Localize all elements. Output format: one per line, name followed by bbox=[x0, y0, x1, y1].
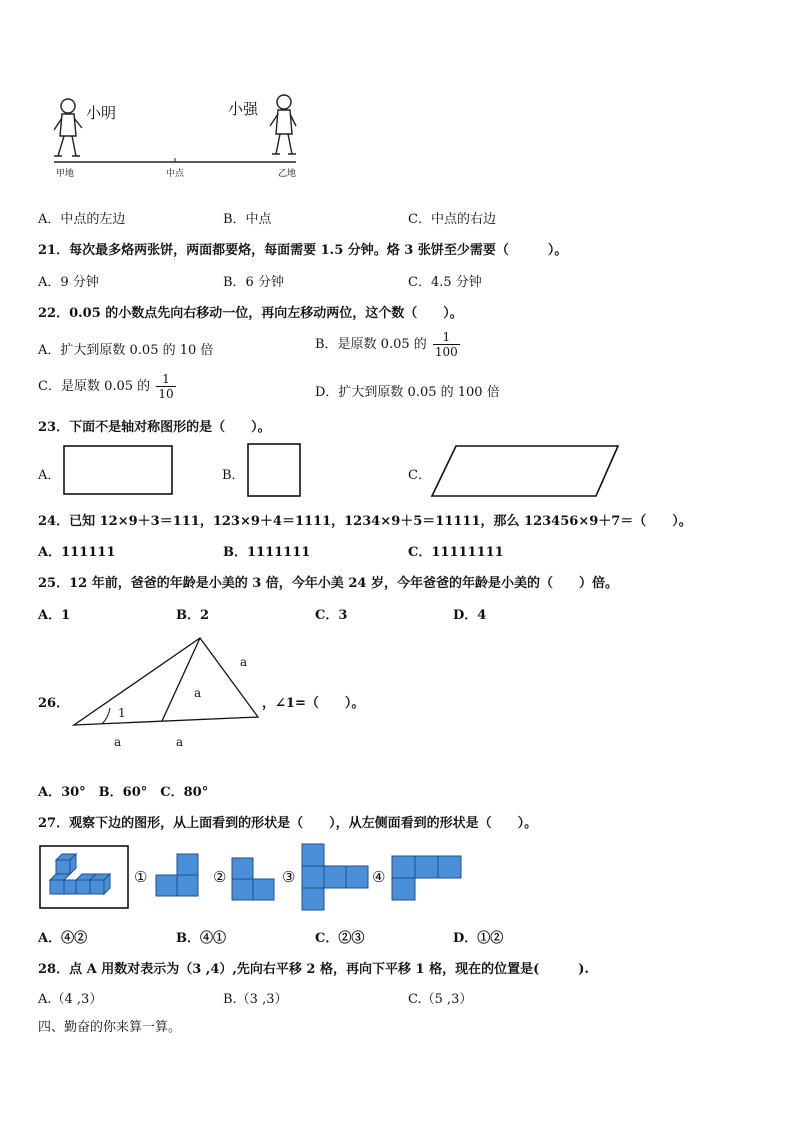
q26-base-a-right: a bbox=[176, 735, 184, 749]
q26-question-tail: ，∠1=（ ）。 bbox=[262, 696, 365, 711]
q27-mark-2: ② bbox=[213, 868, 227, 886]
q23-label-c: C． bbox=[408, 468, 431, 483]
q27-text: 27．观察下边的图形，从上面看到的形状是（ ），从左侧面看到的形状是（ ）。 bbox=[38, 816, 538, 831]
left-point: 甲地 bbox=[56, 169, 75, 179]
q27-option-b: B．④① bbox=[176, 931, 226, 946]
q27-mark-3: ③ bbox=[282, 868, 296, 886]
q22-option-c bbox=[38, 372, 178, 401]
q23-label-b: B． bbox=[222, 468, 245, 483]
q25-option-c: C．3 bbox=[315, 608, 348, 623]
q24-option-b: B．1111111 bbox=[223, 545, 311, 560]
q27-option-d: D．①② bbox=[453, 931, 504, 946]
q22-text: 22．0.05 的小数点先向右移动一位，再向左移动两位，这个数（ ）。 bbox=[38, 306, 463, 321]
q25-option-d: D．4 bbox=[453, 608, 487, 623]
q26-number: 26． bbox=[38, 696, 70, 711]
q22-b-denominator: 100 bbox=[434, 345, 458, 359]
q20-option-a: A．中点的左边 bbox=[38, 212, 126, 227]
q23-square bbox=[248, 444, 300, 496]
q22-b-numerator: 1 bbox=[433, 330, 460, 345]
mid-point: 中点 bbox=[166, 169, 185, 179]
q21-option-b: B．6 分钟 bbox=[223, 275, 284, 290]
q26-side-a-inner: a bbox=[194, 686, 202, 700]
q24-option-c: C．11111111 bbox=[408, 545, 504, 560]
q22-option-a: A．扩大到原数 0.05 的 10 倍 bbox=[38, 343, 214, 358]
q26-triangle bbox=[74, 638, 274, 738]
q27-view-3 bbox=[302, 844, 368, 910]
q27-mark-1: ① bbox=[134, 868, 148, 886]
q22-option-b bbox=[315, 330, 462, 359]
q22-option-c-fraction bbox=[156, 372, 175, 401]
q25-option-a: A．1 bbox=[38, 608, 71, 623]
right-name: 小强 bbox=[228, 100, 259, 118]
q21-option-c: C．4.5 分钟 bbox=[408, 275, 482, 290]
q27-view-4 bbox=[392, 856, 461, 900]
q23-text: 23．下面不是轴对称图形的是（ ）。 bbox=[38, 420, 271, 435]
q23-rectangle bbox=[64, 446, 172, 494]
right-point: 乙地 bbox=[278, 169, 297, 179]
q26-side-a-right: a bbox=[240, 655, 248, 669]
q24-option-a: A．111111 bbox=[38, 545, 116, 560]
q28-option-a: A.（4 ,3） bbox=[38, 992, 103, 1007]
q27-view-1 bbox=[156, 854, 198, 896]
q26-angle-label: 1 bbox=[118, 706, 126, 720]
q28-option-c: C.（5 ,3） bbox=[408, 992, 473, 1007]
q26-base-a-left: a bbox=[114, 735, 122, 749]
q25-text: 25．12 年前，爸爸的年龄是小美的 3 倍，今年小美 24 岁，今年爸爸的年龄是小美的（ ）倍。 bbox=[38, 576, 618, 591]
q22-option-c-text: C．是原数 0.05 的 bbox=[38, 379, 151, 394]
q21-text: 21．每次最多烙两张饼，两面都要烙，每面需要 1.5 分钟。烙 3 张饼至少需要（ ）。 bbox=[38, 243, 568, 258]
q23-label-a: A． bbox=[38, 468, 61, 483]
q22-option-d: D．扩大到原数 0.05 的 100 倍 bbox=[315, 385, 500, 400]
q22-option-b-text: B．是原数 0.05 的 bbox=[315, 337, 427, 352]
q20-option-b: B．中点 bbox=[223, 212, 272, 227]
q26-options: A．30° B．60° C．80° bbox=[38, 785, 209, 800]
q28-text: 28．点 A 用数对表示为（3 ,4）,先向右平移 2 格，再向下平移 1 格，现在的位置是( ). bbox=[38, 962, 589, 977]
q22-c-denominator: 10 bbox=[158, 387, 174, 401]
q27-view-options bbox=[0, 840, 470, 910]
q27-mark-4: ④ bbox=[372, 868, 386, 886]
q22-c-numerator: 1 bbox=[156, 372, 175, 387]
q24-text: 24．已知 12×9＋3＝111，123×9＋4＝1111，1234×9＋5＝11111，那么 123456×9＋7＝（ ）。 bbox=[38, 514, 692, 529]
q22-option-b-fraction bbox=[433, 330, 460, 359]
q25-option-b: B．2 bbox=[176, 608, 210, 623]
q23-shapes bbox=[0, 440, 600, 500]
q23-parallelogram bbox=[432, 446, 618, 496]
q27-view-2 bbox=[232, 858, 274, 900]
q27-option-c: C．②③ bbox=[315, 931, 365, 946]
q21-option-a: A．9 分钟 bbox=[38, 275, 99, 290]
q20-option-c: C．中点的右边 bbox=[408, 212, 496, 227]
left-name: 小明 bbox=[86, 104, 117, 122]
q28-option-b: B.（3 ,3） bbox=[223, 992, 288, 1007]
q27-option-a: A．④② bbox=[38, 931, 88, 946]
section-4-heading: 四、勤奋的你来算一算。 bbox=[38, 1020, 182, 1035]
